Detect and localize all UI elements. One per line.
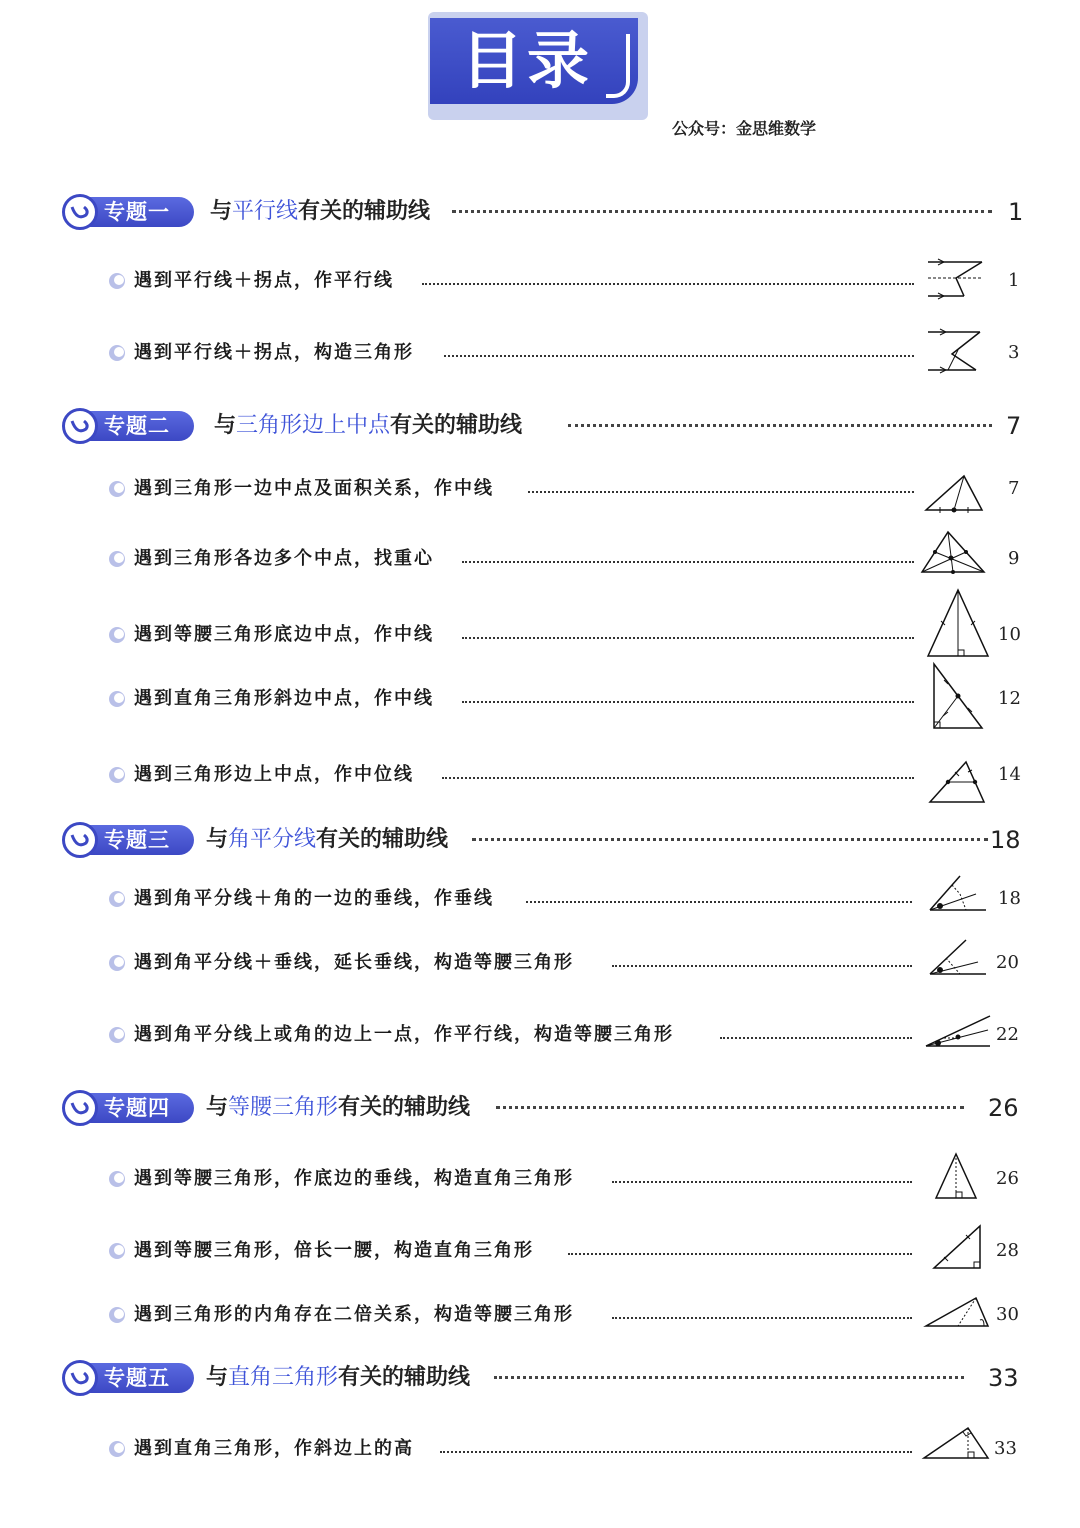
page-title: 目录 <box>460 24 593 97</box>
right-hypotenuse-median-icon <box>928 660 988 732</box>
toc-entry[interactable]: 遇到三角形的内角存在二倍关系，构造等腰三角形 30 <box>0 1296 1080 1336</box>
toc-entry[interactable]: 遇到直角三角形，作斜边上的高 33 <box>0 1430 1080 1470</box>
bullet-icon <box>108 1242 126 1260</box>
toc-entry[interactable]: 遇到三角形一边中点及面积关系，作中线 7 <box>0 470 1080 510</box>
topic-swirl-icon <box>62 408 98 444</box>
topic-header-3[interactable] <box>0 818 1080 862</box>
toc-entry[interactable]: 遇到角平分线＋垂线，延长垂线，构造等腰三角形 20 <box>0 944 1080 984</box>
topic-header-1[interactable] <box>0 190 1080 234</box>
topic-header-4[interactable] <box>0 1086 1080 1130</box>
bisector-extend-icon <box>926 936 988 980</box>
topic-header-5[interactable] <box>0 1356 1080 1400</box>
topic-swirl-icon <box>62 822 98 858</box>
topic-page-number: 33 <box>988 1364 1019 1392</box>
topic-page-number: 18 <box>990 826 1021 854</box>
bullet-icon <box>108 480 126 498</box>
bullet-icon <box>108 1026 126 1044</box>
topic-page-number: 26 <box>988 1094 1019 1122</box>
title-badge <box>428 12 648 120</box>
toc-entry[interactable]: 遇到三角形各边多个中点，找重心 9 <box>0 540 1080 580</box>
toc-entry[interactable]: 遇到角平分线上或角的边上一点，作平行线，构造等腰三角形 22 <box>0 1016 1080 1056</box>
isosceles-altitude-icon <box>932 1150 982 1202</box>
topic-page-number: 1 <box>1008 198 1024 226</box>
parallel-triangle-icon <box>924 326 984 378</box>
median-triangle-icon <box>922 470 986 514</box>
topic-ribbon <box>62 1360 196 1396</box>
topic-heading: 与三角形边上中点有关的辅助线 <box>214 413 523 438</box>
topic-ribbon <box>62 194 196 230</box>
isosceles-double-leg-icon <box>930 1222 984 1272</box>
toc-entry[interactable]: 遇到等腰三角形，作底边的垂线，构造直角三角形 26 <box>0 1160 1080 1200</box>
toc-entry[interactable]: 遇到直角三角形斜边中点，作中线 12 <box>0 680 1080 720</box>
bullet-icon <box>108 690 126 708</box>
topic-label: 专题五 <box>104 1366 170 1390</box>
double-angle-triangle-icon <box>922 1294 992 1330</box>
topic-swirl-icon <box>62 1360 98 1396</box>
bullet-icon <box>108 1440 126 1458</box>
bullet-icon <box>108 550 126 568</box>
topic-swirl-icon <box>62 1090 98 1126</box>
bullet-icon <box>108 766 126 784</box>
topic-ribbon <box>62 408 196 444</box>
topic-ribbon <box>62 1090 196 1126</box>
toc-entry[interactable]: 遇到平行线＋拐点，构造三角形 3 <box>0 334 1080 374</box>
bullet-icon <box>108 626 126 644</box>
topic-page-number: 7 <box>1006 412 1022 440</box>
topic-heading: 与平行线有关的辅助线 <box>210 199 431 224</box>
toc-entry[interactable]: 遇到三角形边上中点，作中位线 14 <box>0 756 1080 796</box>
right-triangle-altitude-icon <box>920 1424 992 1464</box>
topic-header-2[interactable] <box>0 404 1080 448</box>
toc-entry[interactable]: 遇到等腰三角形底边中点，作中线 10 <box>0 616 1080 656</box>
bullet-icon <box>108 1170 126 1188</box>
topic-ribbon <box>62 822 196 858</box>
topic-label: 专题二 <box>104 414 170 438</box>
parallel-zigzag-icon <box>924 254 984 306</box>
account-label: 公众号：金思维数学 <box>672 119 817 138</box>
toc-entry[interactable]: 遇到平行线＋拐点，作平行线 1 <box>0 262 1080 302</box>
bullet-icon <box>108 272 126 290</box>
topic-label: 专题一 <box>104 200 170 224</box>
bullet-icon <box>108 890 126 908</box>
midline-triangle-icon <box>926 758 988 806</box>
isosceles-median-icon <box>922 586 994 662</box>
bullet-icon <box>108 954 126 972</box>
toc-entry[interactable]: 遇到等腰三角形，倍长一腰，构造直角三角形 28 <box>0 1232 1080 1272</box>
topic-swirl-icon <box>62 194 98 230</box>
toc-entry[interactable]: 遇到角平分线＋角的一边的垂线，作垂线 18 <box>0 880 1080 920</box>
bullet-icon <box>108 1306 126 1324</box>
topic-heading: 与直角三角形有关的辅助线 <box>206 1365 471 1390</box>
bisector-parallel-icon <box>922 1012 992 1052</box>
topic-label: 专题三 <box>104 828 170 852</box>
topic-heading: 与角平分线有关的辅助线 <box>206 827 449 852</box>
bisector-perpendicular-icon <box>926 872 988 916</box>
topic-label: 专题四 <box>104 1096 170 1120</box>
topic-heading: 与等腰三角形有关的辅助线 <box>206 1095 471 1120</box>
bullet-icon <box>108 344 126 362</box>
centroid-triangle-icon <box>918 528 988 578</box>
